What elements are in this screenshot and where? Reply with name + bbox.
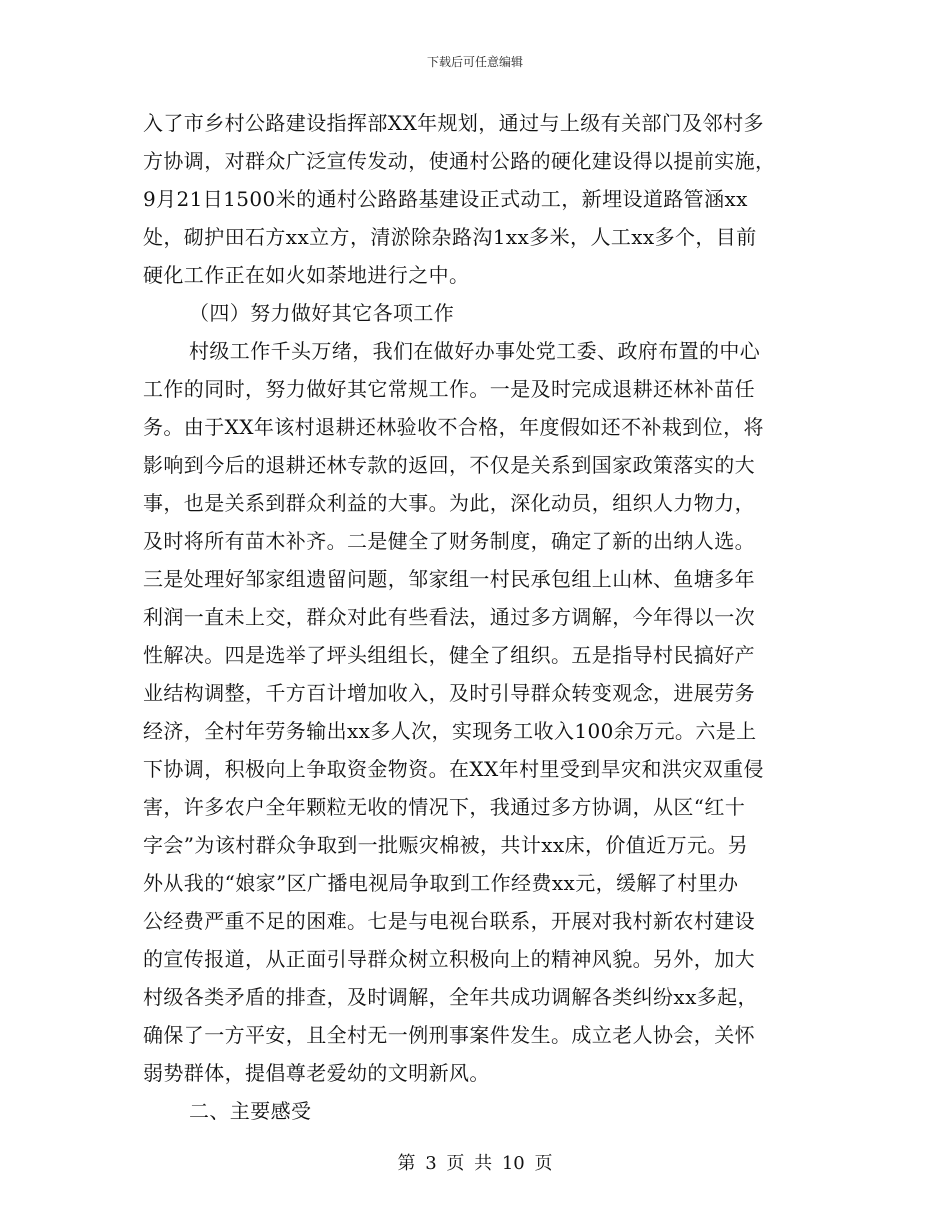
text-line: 经济，全村年劳务输出xx多人次，实现务工收入100余万元。六是上 (143, 719, 757, 743)
text-line: 三是处理好邹家组遗留问题，邹家组一村民承包组上山林、鱼塘多年 (143, 567, 755, 591)
text-line: 方协调，对群众广泛宣传发动，使通村公路的硬化建设得以提前实施， (143, 149, 776, 173)
text-line: 务。由于XX年该村退耕还林验收不合格，年度假如还不补栽到位，将 (143, 415, 764, 439)
text-line: 村级工作千头万绪，我们在做好办事处党工委、政府布置的中心 (189, 339, 761, 363)
text-line: 弱势群体，提倡尊老爱幼的文明新风。 (143, 1061, 490, 1085)
text-line: 影响到今后的退耕还林专款的返回，不仅是关系到国家政策落实的大 (143, 453, 755, 477)
text-line: 及时将所有苗木补齐。二是健全了财务制度，确定了新的出纳人选。 (143, 529, 755, 553)
text-line: 二、主要感受 (189, 1099, 312, 1123)
text-line: 事，也是关系到群众利益的大事。为此，深化动员，组织人力物力， (143, 491, 755, 515)
text-line: 字会”为该村群众争取到一批赈灾棉被，共计xx床，价值近万元。另 (143, 833, 749, 857)
text-line: 性解决。四是选举了坪头组组长，健全了组织。五是指导村民搞好产 (143, 643, 755, 667)
text-line: 确保了一方平安，且全村无一例刑事案件发生。成立老人协会，关怀 (143, 1023, 755, 1047)
text-line: 的宣传报道，从正面引导群众树立积极向上的精神风貌。另外，加大 (143, 947, 755, 971)
text-line: 处，砌护田石方xx立方，清淤除杂路沟1xx多米，人工xx多个，目前 (143, 225, 757, 249)
text-line: 害，许多农户全年颗粒无收的情况下，我通过多方协调，从区“红十 (143, 795, 746, 819)
text-line: （四）努力做好其它各项工作 (189, 301, 455, 325)
page-number-footer: 第 3 页 共 10 页 (397, 1153, 553, 1174)
text-line: 业结构调整，千方百计增加收入，及时引导群众转变观念，进展劳务 (143, 681, 755, 705)
text-line: 村级各类矛盾的排查，及时调解，全年共成功调解各类纠纷xx多起， (143, 985, 758, 1009)
document-body (143, 104, 803, 1130)
text-line: 硬化工作正在如火如荼地进行之中。 (143, 263, 470, 287)
text-line: 9月21日1500米的通村公路路基建设正式动工，新埋设道路管涵xx (143, 187, 748, 211)
text-line: 下协调，积极向上争取资金物资。在XX年村里受到旱灾和洪灾双重侵 (143, 757, 764, 781)
text-line: 外从我的“娘家”区广播电视局争取到工作经费xx元，缓解了村里办 (143, 871, 739, 895)
page-header-note: 下载后可任意编辑 (426, 55, 523, 69)
text-line: 入了市乡村公路建设指挥部XX年规划，通过与上级有关部门及邻村多 (143, 111, 764, 135)
text-line: 工作的同时，努力做好其它常规工作。一是及时完成退耕还林补苗任 (143, 377, 755, 401)
text-line: 利润一直未上交，群众对此有些看法，通过多方调解，今年得以一次 (143, 605, 755, 629)
text-line: 公经费严重不足的困难。七是与电视台联系，开展对我村新农村建设 (143, 909, 755, 933)
